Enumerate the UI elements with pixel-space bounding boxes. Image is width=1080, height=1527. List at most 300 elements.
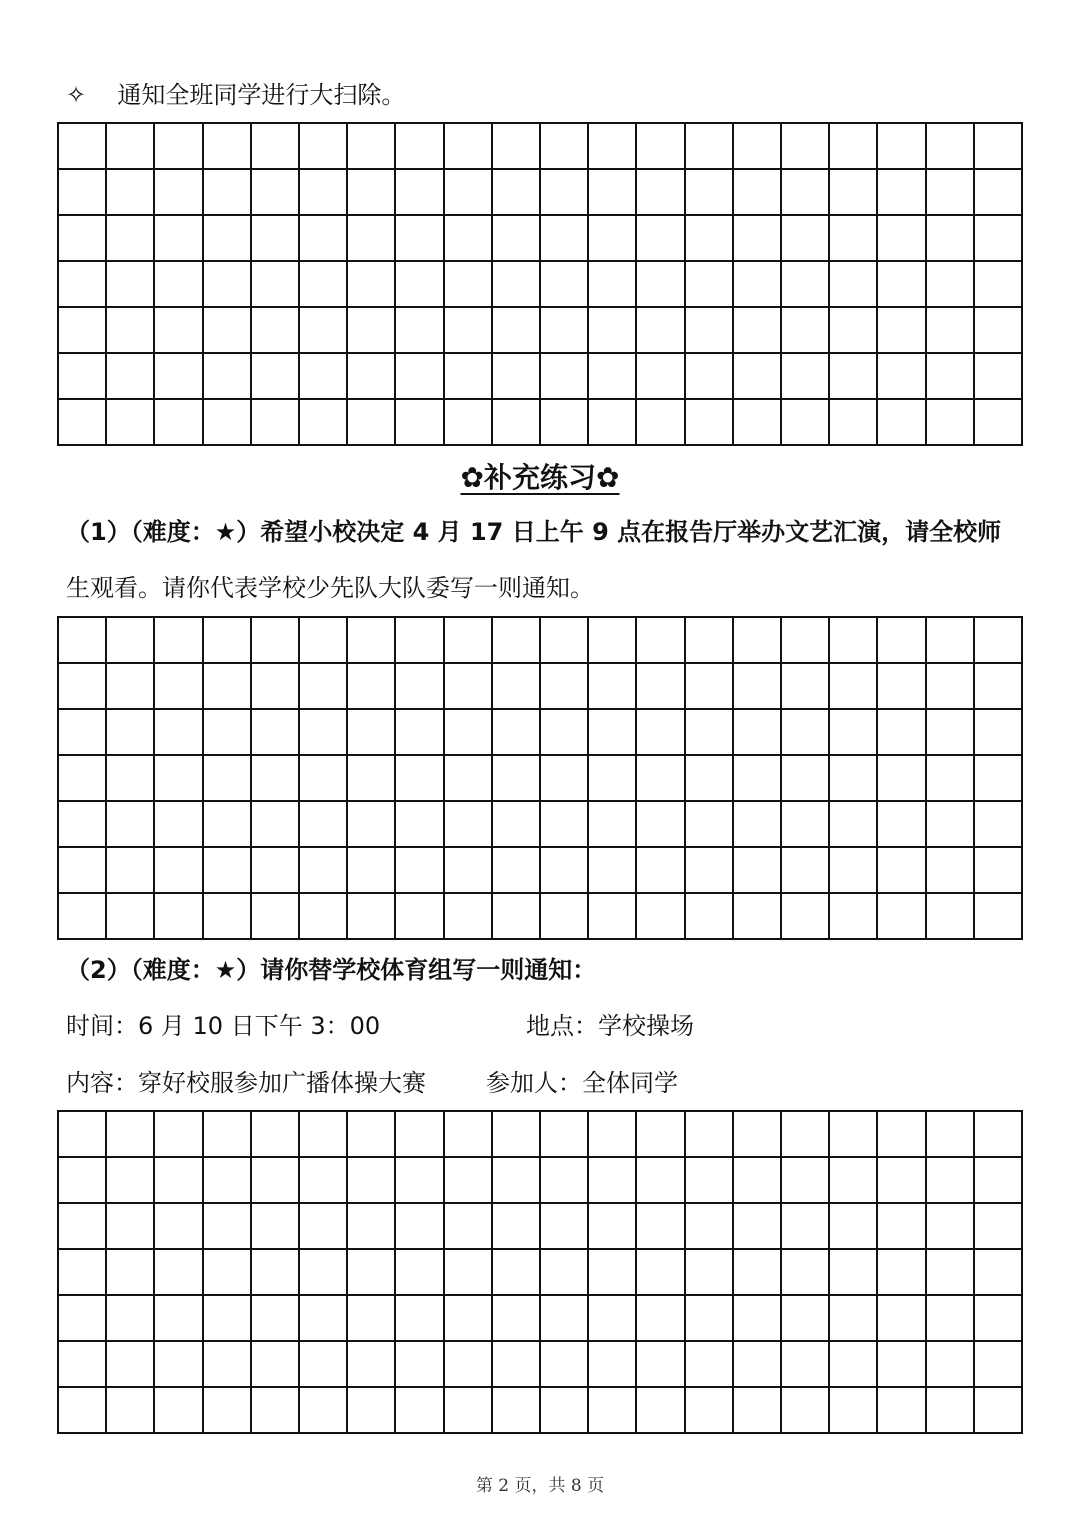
grid-cell[interactable] <box>107 664 155 710</box>
grid-cell[interactable] <box>878 308 926 354</box>
grid-cell[interactable] <box>300 1158 348 1204</box>
grid-cell[interactable] <box>782 1158 830 1204</box>
grid-cell[interactable] <box>541 1250 589 1296</box>
grid-cell[interactable] <box>927 170 975 216</box>
grid-cell[interactable] <box>830 124 878 170</box>
grid-cell[interactable] <box>589 124 637 170</box>
grid-cell[interactable] <box>155 1112 203 1158</box>
grid-cell[interactable] <box>927 1112 975 1158</box>
grid-cell[interactable] <box>155 354 203 400</box>
writing-grid-2[interactable] <box>57 616 1023 940</box>
grid-cell[interactable] <box>541 1204 589 1250</box>
grid-cell[interactable] <box>686 216 734 262</box>
grid-cell[interactable] <box>59 1342 107 1388</box>
grid-cell[interactable] <box>975 894 1023 940</box>
grid-cell[interactable] <box>59 618 107 664</box>
grid-cell[interactable] <box>155 1388 203 1434</box>
grid-cell[interactable] <box>445 1112 493 1158</box>
grid-cell[interactable] <box>782 618 830 664</box>
grid-cell[interactable] <box>589 354 637 400</box>
grid-cell[interactable] <box>493 216 541 262</box>
grid-cell[interactable] <box>878 894 926 940</box>
grid-cell[interactable] <box>734 1204 782 1250</box>
grid-cell[interactable] <box>59 848 107 894</box>
grid-cell[interactable] <box>300 756 348 802</box>
grid-cell[interactable] <box>155 1250 203 1296</box>
grid-cell[interactable] <box>927 262 975 308</box>
grid-cell[interactable] <box>878 664 926 710</box>
grid-cell[interactable] <box>734 262 782 308</box>
grid-cell[interactable] <box>975 262 1023 308</box>
grid-cell[interactable] <box>155 756 203 802</box>
grid-cell[interactable] <box>589 216 637 262</box>
grid-cell[interactable] <box>637 262 685 308</box>
grid-cell[interactable] <box>975 354 1023 400</box>
grid-cell[interactable] <box>396 756 444 802</box>
grid-cell[interactable] <box>155 894 203 940</box>
grid-cell[interactable] <box>107 1342 155 1388</box>
grid-cell[interactable] <box>493 1158 541 1204</box>
grid-cell[interactable] <box>975 1112 1023 1158</box>
grid-cell[interactable] <box>686 400 734 446</box>
grid-cell[interactable] <box>782 400 830 446</box>
grid-cell[interactable] <box>975 308 1023 354</box>
grid-cell[interactable] <box>204 1158 252 1204</box>
grid-cell[interactable] <box>541 664 589 710</box>
grid-cell[interactable] <box>878 1204 926 1250</box>
grid-cell[interactable] <box>348 618 396 664</box>
grid-cell[interactable] <box>830 308 878 354</box>
grid-cell[interactable] <box>300 848 348 894</box>
grid-cell[interactable] <box>637 664 685 710</box>
grid-cell[interactable] <box>300 354 348 400</box>
grid-cell[interactable] <box>734 894 782 940</box>
grid-cell[interactable] <box>830 262 878 308</box>
grid-cell[interactable] <box>493 1112 541 1158</box>
grid-cell[interactable] <box>878 400 926 446</box>
grid-cell[interactable] <box>782 1204 830 1250</box>
grid-cell[interactable] <box>782 216 830 262</box>
grid-cell[interactable] <box>589 262 637 308</box>
grid-cell[interactable] <box>637 710 685 756</box>
grid-cell[interactable] <box>589 664 637 710</box>
grid-cell[interactable] <box>975 1204 1023 1250</box>
grid-cell[interactable] <box>927 756 975 802</box>
grid-cell[interactable] <box>59 802 107 848</box>
grid-cell[interactable] <box>637 894 685 940</box>
grid-cell[interactable] <box>396 354 444 400</box>
grid-cell[interactable] <box>927 216 975 262</box>
grid-cell[interactable] <box>541 710 589 756</box>
grid-cell[interactable] <box>155 400 203 446</box>
grid-cell[interactable] <box>975 710 1023 756</box>
grid-cell[interactable] <box>589 308 637 354</box>
grid-cell[interactable] <box>445 1342 493 1388</box>
grid-cell[interactable] <box>107 756 155 802</box>
grid-cell[interactable] <box>204 170 252 216</box>
grid-cell[interactable] <box>927 1204 975 1250</box>
grid-cell[interactable] <box>686 618 734 664</box>
grid-cell[interactable] <box>204 618 252 664</box>
grid-cell[interactable] <box>204 262 252 308</box>
grid-cell[interactable] <box>107 400 155 446</box>
grid-cell[interactable] <box>445 1158 493 1204</box>
grid-cell[interactable] <box>830 1342 878 1388</box>
grid-cell[interactable] <box>782 1296 830 1342</box>
grid-cell[interactable] <box>300 1250 348 1296</box>
grid-cell[interactable] <box>734 664 782 710</box>
grid-cell[interactable] <box>59 400 107 446</box>
grid-cell[interactable] <box>637 124 685 170</box>
grid-cell[interactable] <box>348 308 396 354</box>
grid-cell[interactable] <box>589 1342 637 1388</box>
grid-cell[interactable] <box>348 1112 396 1158</box>
grid-cell[interactable] <box>975 124 1023 170</box>
grid-cell[interactable] <box>686 1158 734 1204</box>
grid-cell[interactable] <box>107 216 155 262</box>
grid-cell[interactable] <box>107 1204 155 1250</box>
grid-cell[interactable] <box>878 756 926 802</box>
grid-cell[interactable] <box>734 124 782 170</box>
grid-cell[interactable] <box>782 308 830 354</box>
grid-cell[interactable] <box>782 1250 830 1296</box>
grid-cell[interactable] <box>445 400 493 446</box>
grid-cell[interactable] <box>927 710 975 756</box>
grid-cell[interactable] <box>204 710 252 756</box>
grid-cell[interactable] <box>927 1158 975 1204</box>
grid-cell[interactable] <box>445 894 493 940</box>
grid-cell[interactable] <box>252 1112 300 1158</box>
grid-cell[interactable] <box>204 848 252 894</box>
grid-cell[interactable] <box>300 216 348 262</box>
grid-cell[interactable] <box>204 400 252 446</box>
grid-cell[interactable] <box>782 710 830 756</box>
grid-cell[interactable] <box>878 170 926 216</box>
grid-cell[interactable] <box>541 894 589 940</box>
grid-cell[interactable] <box>782 848 830 894</box>
grid-cell[interactable] <box>348 354 396 400</box>
grid-cell[interactable] <box>637 1112 685 1158</box>
grid-cell[interactable] <box>782 170 830 216</box>
grid-cell[interactable] <box>348 1342 396 1388</box>
grid-cell[interactable] <box>541 170 589 216</box>
grid-cell[interactable] <box>589 1296 637 1342</box>
grid-cell[interactable] <box>493 756 541 802</box>
grid-cell[interactable] <box>637 354 685 400</box>
grid-cell[interactable] <box>107 802 155 848</box>
grid-cell[interactable] <box>637 802 685 848</box>
grid-cell[interactable] <box>300 124 348 170</box>
grid-cell[interactable] <box>300 308 348 354</box>
grid-cell[interactable] <box>927 124 975 170</box>
grid-cell[interactable] <box>830 1250 878 1296</box>
grid-cell[interactable] <box>686 354 734 400</box>
grid-cell[interactable] <box>734 1388 782 1434</box>
grid-cell[interactable] <box>589 756 637 802</box>
grid-cell[interactable] <box>734 618 782 664</box>
grid-cell[interactable] <box>589 1388 637 1434</box>
grid-cell[interactable] <box>107 308 155 354</box>
grid-cell[interactable] <box>637 170 685 216</box>
grid-cell[interactable] <box>396 618 444 664</box>
grid-cell[interactable] <box>782 124 830 170</box>
grid-cell[interactable] <box>59 124 107 170</box>
grid-cell[interactable] <box>252 1296 300 1342</box>
grid-cell[interactable] <box>878 1388 926 1434</box>
grid-cell[interactable] <box>396 1342 444 1388</box>
grid-cell[interactable] <box>493 1296 541 1342</box>
grid-cell[interactable] <box>107 1250 155 1296</box>
grid-cell[interactable] <box>637 1204 685 1250</box>
grid-cell[interactable] <box>300 618 348 664</box>
grid-cell[interactable] <box>830 710 878 756</box>
grid-cell[interactable] <box>637 756 685 802</box>
grid-cell[interactable] <box>541 848 589 894</box>
grid-cell[interactable] <box>300 1296 348 1342</box>
grid-cell[interactable] <box>541 1388 589 1434</box>
grid-cell[interactable] <box>59 170 107 216</box>
grid-cell[interactable] <box>830 1388 878 1434</box>
grid-cell[interactable] <box>830 664 878 710</box>
grid-cell[interactable] <box>204 1296 252 1342</box>
grid-cell[interactable] <box>59 1296 107 1342</box>
grid-cell[interactable] <box>782 664 830 710</box>
grid-cell[interactable] <box>348 216 396 262</box>
grid-cell[interactable] <box>252 170 300 216</box>
grid-cell[interactable] <box>155 1204 203 1250</box>
grid-cell[interactable] <box>734 1158 782 1204</box>
grid-cell[interactable] <box>204 124 252 170</box>
grid-cell[interactable] <box>252 1388 300 1434</box>
grid-cell[interactable] <box>830 894 878 940</box>
grid-cell[interactable] <box>493 1342 541 1388</box>
grid-cell[interactable] <box>493 170 541 216</box>
grid-cell[interactable] <box>59 1158 107 1204</box>
grid-cell[interactable] <box>348 1158 396 1204</box>
grid-cell[interactable] <box>107 1158 155 1204</box>
grid-cell[interactable] <box>59 308 107 354</box>
grid-cell[interactable] <box>975 802 1023 848</box>
grid-cell[interactable] <box>155 1158 203 1204</box>
grid-cell[interactable] <box>975 216 1023 262</box>
grid-cell[interactable] <box>204 802 252 848</box>
grid-cell[interactable] <box>348 1250 396 1296</box>
grid-cell[interactable] <box>445 262 493 308</box>
grid-cell[interactable] <box>493 664 541 710</box>
grid-cell[interactable] <box>686 1342 734 1388</box>
grid-cell[interactable] <box>927 894 975 940</box>
grid-cell[interactable] <box>782 1342 830 1388</box>
grid-cell[interactable] <box>637 848 685 894</box>
grid-cell[interactable] <box>252 1250 300 1296</box>
grid-cell[interactable] <box>975 1296 1023 1342</box>
grid-cell[interactable] <box>734 848 782 894</box>
grid-cell[interactable] <box>252 848 300 894</box>
grid-cell[interactable] <box>107 354 155 400</box>
grid-cell[interactable] <box>155 618 203 664</box>
grid-cell[interactable] <box>107 124 155 170</box>
grid-cell[interactable] <box>782 756 830 802</box>
grid-cell[interactable] <box>493 802 541 848</box>
grid-cell[interactable] <box>782 354 830 400</box>
grid-cell[interactable] <box>59 1388 107 1434</box>
grid-cell[interactable] <box>878 802 926 848</box>
grid-cell[interactable] <box>734 1296 782 1342</box>
grid-cell[interactable] <box>541 1342 589 1388</box>
grid-cell[interactable] <box>878 848 926 894</box>
grid-cell[interactable] <box>830 170 878 216</box>
grid-cell[interactable] <box>348 848 396 894</box>
grid-cell[interactable] <box>637 308 685 354</box>
grid-cell[interactable] <box>927 618 975 664</box>
grid-cell[interactable] <box>59 354 107 400</box>
grid-cell[interactable] <box>155 848 203 894</box>
grid-cell[interactable] <box>396 1204 444 1250</box>
grid-cell[interactable] <box>589 170 637 216</box>
grid-cell[interactable] <box>493 710 541 756</box>
grid-cell[interactable] <box>493 1388 541 1434</box>
grid-cell[interactable] <box>445 756 493 802</box>
grid-cell[interactable] <box>348 1296 396 1342</box>
grid-cell[interactable] <box>975 848 1023 894</box>
grid-cell[interactable] <box>445 354 493 400</box>
grid-cell[interactable] <box>396 894 444 940</box>
grid-cell[interactable] <box>493 1204 541 1250</box>
grid-cell[interactable] <box>734 400 782 446</box>
grid-cell[interactable] <box>830 802 878 848</box>
grid-cell[interactable] <box>927 848 975 894</box>
grid-cell[interactable] <box>830 1158 878 1204</box>
grid-cell[interactable] <box>975 618 1023 664</box>
grid-cell[interactable] <box>204 1342 252 1388</box>
grid-cell[interactable] <box>493 848 541 894</box>
grid-cell[interactable] <box>348 756 396 802</box>
grid-cell[interactable] <box>734 170 782 216</box>
grid-cell[interactable] <box>252 1158 300 1204</box>
grid-cell[interactable] <box>300 1342 348 1388</box>
grid-cell[interactable] <box>445 216 493 262</box>
grid-cell[interactable] <box>541 1296 589 1342</box>
grid-cell[interactable] <box>396 848 444 894</box>
grid-cell[interactable] <box>155 308 203 354</box>
grid-cell[interactable] <box>686 664 734 710</box>
grid-cell[interactable] <box>348 262 396 308</box>
grid-cell[interactable] <box>493 618 541 664</box>
grid-cell[interactable] <box>396 1296 444 1342</box>
grid-cell[interactable] <box>396 1158 444 1204</box>
grid-cell[interactable] <box>975 1342 1023 1388</box>
grid-cell[interactable] <box>300 1204 348 1250</box>
grid-cell[interactable] <box>445 308 493 354</box>
grid-cell[interactable] <box>493 262 541 308</box>
grid-cell[interactable] <box>300 664 348 710</box>
grid-cell[interactable] <box>252 664 300 710</box>
grid-cell[interactable] <box>300 1388 348 1434</box>
grid-cell[interactable] <box>541 756 589 802</box>
grid-cell[interactable] <box>252 1204 300 1250</box>
grid-cell[interactable] <box>493 894 541 940</box>
grid-cell[interactable] <box>782 1388 830 1434</box>
grid-cell[interactable] <box>155 664 203 710</box>
grid-cell[interactable] <box>589 1112 637 1158</box>
grid-cell[interactable] <box>107 1296 155 1342</box>
grid-cell[interactable] <box>204 216 252 262</box>
grid-cell[interactable] <box>927 354 975 400</box>
grid-cell[interactable] <box>541 354 589 400</box>
grid-cell[interactable] <box>637 1296 685 1342</box>
grid-cell[interactable] <box>396 710 444 756</box>
grid-cell[interactable] <box>686 262 734 308</box>
grid-cell[interactable] <box>589 710 637 756</box>
writing-grid-1[interactable] <box>57 122 1023 446</box>
grid-cell[interactable] <box>734 216 782 262</box>
grid-cell[interactable] <box>878 216 926 262</box>
grid-cell[interactable] <box>204 894 252 940</box>
grid-cell[interactable] <box>686 802 734 848</box>
grid-cell[interactable] <box>59 216 107 262</box>
grid-cell[interactable] <box>686 894 734 940</box>
grid-cell[interactable] <box>300 894 348 940</box>
grid-cell[interactable] <box>878 124 926 170</box>
grid-cell[interactable] <box>396 262 444 308</box>
grid-cell[interactable] <box>107 848 155 894</box>
grid-cell[interactable] <box>59 1112 107 1158</box>
grid-cell[interactable] <box>252 1342 300 1388</box>
grid-cell[interactable] <box>204 664 252 710</box>
grid-cell[interactable] <box>734 354 782 400</box>
grid-cell[interactable] <box>878 710 926 756</box>
grid-cell[interactable] <box>734 756 782 802</box>
grid-cell[interactable] <box>59 664 107 710</box>
grid-cell[interactable] <box>782 1112 830 1158</box>
grid-cell[interactable] <box>300 710 348 756</box>
grid-cell[interactable] <box>396 308 444 354</box>
grid-cell[interactable] <box>107 262 155 308</box>
grid-cell[interactable] <box>830 756 878 802</box>
grid-cell[interactable] <box>59 710 107 756</box>
grid-cell[interactable] <box>348 802 396 848</box>
grid-cell[interactable] <box>734 1342 782 1388</box>
grid-cell[interactable] <box>589 848 637 894</box>
grid-cell[interactable] <box>830 1296 878 1342</box>
grid-cell[interactable] <box>589 1158 637 1204</box>
grid-cell[interactable] <box>878 354 926 400</box>
grid-cell[interactable] <box>541 124 589 170</box>
grid-cell[interactable] <box>830 1112 878 1158</box>
grid-cell[interactable] <box>204 1204 252 1250</box>
grid-cell[interactable] <box>734 802 782 848</box>
grid-cell[interactable] <box>396 124 444 170</box>
grid-cell[interactable] <box>445 848 493 894</box>
grid-cell[interactable] <box>878 1342 926 1388</box>
grid-cell[interactable] <box>252 400 300 446</box>
grid-cell[interactable] <box>589 894 637 940</box>
grid-cell[interactable] <box>493 124 541 170</box>
grid-cell[interactable] <box>782 262 830 308</box>
grid-cell[interactable] <box>348 124 396 170</box>
grid-cell[interactable] <box>493 400 541 446</box>
grid-cell[interactable] <box>155 170 203 216</box>
grid-cell[interactable] <box>637 1158 685 1204</box>
grid-cell[interactable] <box>686 1388 734 1434</box>
grid-cell[interactable] <box>975 756 1023 802</box>
grid-cell[interactable] <box>204 756 252 802</box>
grid-cell[interactable] <box>155 262 203 308</box>
grid-cell[interactable] <box>493 308 541 354</box>
grid-cell[interactable] <box>445 1388 493 1434</box>
grid-cell[interactable] <box>541 1158 589 1204</box>
grid-cell[interactable] <box>155 710 203 756</box>
